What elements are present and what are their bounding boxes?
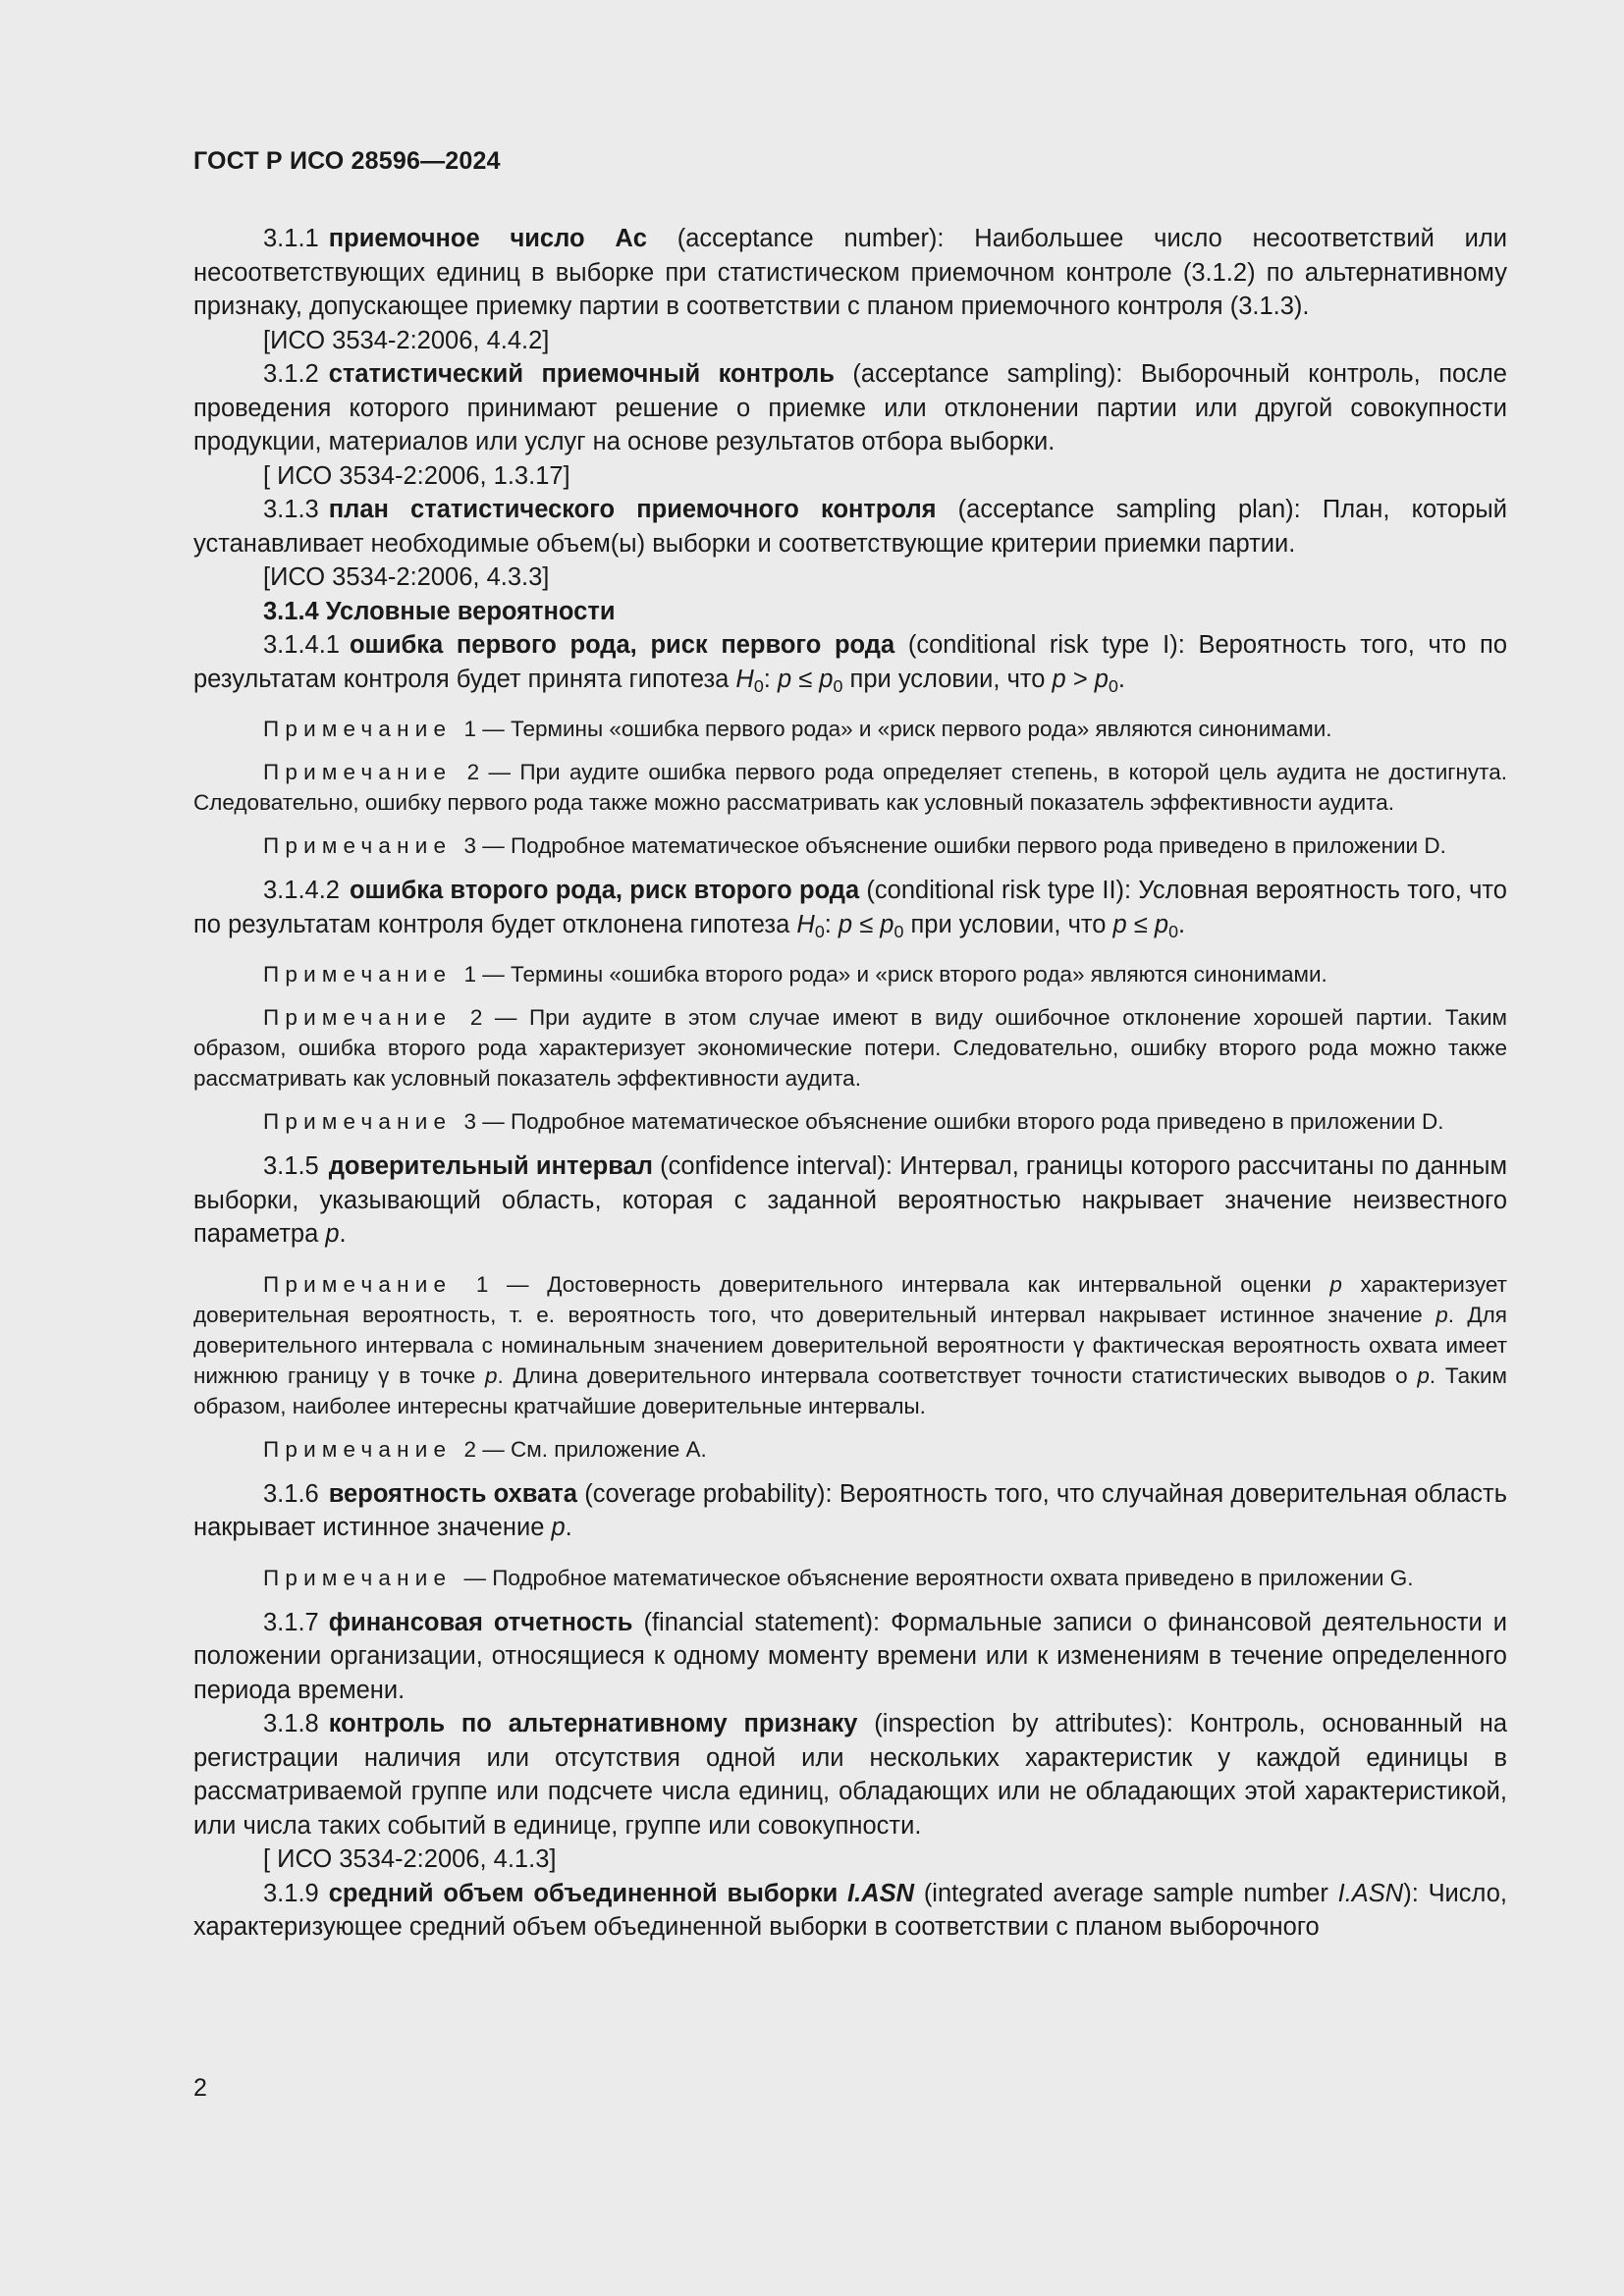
term: план статистического приемочного контроля (328, 496, 937, 523)
definition-3-1-5: 3.1.5 доверительный интервал (confidence interval): Интервал, границы которого рассчитаны по данным выборки, указывающий область, которая с заданной вероятностью накрывает значение неизвестного параметра p. (193, 1152, 1507, 1248)
definition-3-1-4-2: 3.1.4.2 ошибка второго рода, риск второго рода (conditional risk type II): Условная вероятность того, что по результатам контроля будет отклонена гипотеза $H_0$: $p \le p_0$ при условии, что $p \le p_0$. (193, 877, 1507, 941)
term: ошибка первого рода, риск первого рода (349, 631, 895, 659)
term: средний объем объединенной выборки (328, 1879, 848, 1907)
term: приемочное число Ac (328, 225, 647, 252)
note: Примечание 2 — См. приложение A. (263, 1436, 707, 1462)
page-number: 2 (193, 2074, 207, 2102)
note: Примечание 2 — При аудите в этом случае имеют в виду ошибочное отклонение хорошей партии. Таким образом, ошибка второго рода характеризует экономические потери. Следовательно, ошибку второго рода можно также рассматривать как условный показатель эффективности аудита. (193, 1005, 1507, 1091)
standard-header: ГОСТ Р ИСО 28596—2024 (193, 147, 501, 175)
reference: [ИСО 3534-2:2006, 4.3.3] (263, 563, 550, 591)
definition-3-1-8: 3.1.8 контроль по альтернативному признаку (inspection by attributes): Контроль, основанный на регистрации наличия или отсутствия одной или нескольких характеристик у каждой единицы в рассматриваемой группе или подсчете числа единиц, обладающих или не обладающих этой характеристикой, или числа таких событий в единице, группе или совокупности. (193, 1710, 1507, 1840)
note: Примечание 3 — Подробное математическое объяснение ошибки первого рода приведено в приложении D. (263, 833, 1446, 858)
term-abbreviation: I.ASN (847, 1879, 915, 1907)
note: Примечание — Подробное математическое объяснение вероятности охвата приведено в приложении G. (263, 1565, 1414, 1590)
term: контроль по альтернативному признаку (328, 1710, 858, 1737)
term: финансовая отчетность (328, 1608, 633, 1636)
note: Примечание 2 — При аудите ошибка первого рода определяет степень, в которой цель аудита не достигнута. Следовательно, ошибку первого рода также можно рассматривать как условный показатель эффективности аудита. (193, 760, 1507, 815)
reference: [ ИСО 3534-2:2006, 1.3.17] (263, 461, 570, 490)
note: Примечание 1 — Достоверность доверительного интервала как интервальной оценки p характеризует доверительная вероятность, т. е. вероятность того, что доверительный интервал накрывает истинное значение p. Для доверительного интервала с номинальным значением доверительной вероятности γ фактическая вероятность охвата имеет нижнюю границу γ в точке p. Длина доверительного интервала соответствует точности статистических выводов о p. Таким образом, наиболее интересны кратчайшие доверительные интервалы. (193, 1271, 1508, 1418)
section-heading-3-1-4: 3.1.4 Условные вероятности (263, 597, 616, 625)
note: Примечание 1 — Термины «ошибка первого рода» и «риск первого рода» являются синонимами. (263, 717, 1332, 741)
term: статистический приемочный контроль (328, 360, 835, 388)
definition-3-1-3: 3.1.3 план статистического приемочного контроля (acceptance sampling plan): План, который устанавливает необходимые объем(ы) выборки и соответствующие критерии приемки партии. (193, 496, 1507, 558)
definition-3-1-6: 3.1.6 вероятность охвата (coverage probability): Вероятность того, что случайная доверительная область накрывает истинное значение p. (193, 1479, 1507, 1541)
definition-3-1-9: 3.1.9 средний объем объединенной выборки I.ASN (integrated average sample number I.ASN): Число, характеризующее средний объем объединенной выборки в соответствии с планом выборочного (193, 1879, 1507, 1941)
definition-3-1-7: 3.1.7 финансовая отчетность (financial statement): Формальные записи о финансовой деятельности и положении организации, относящиеся к одному моменту времени или к изменениям в течение определенного периода времени. (193, 1608, 1507, 1704)
term: ошибка второго рода, риск второго рода (349, 877, 860, 904)
reference: [ИСО 3534-2:2006, 4.4.2] (263, 326, 550, 354)
definition-3-1-4-1: 3.1.4.1 ошибка первого рода, риск первого рода (conditional risk type I): Вероятность того, что по результатам контроля будет принята гипотеза $H_0$: $p \le p_0$ при условии, что $p > p_0$. (193, 631, 1507, 696)
reference: [ ИСО 3534-2:2006, 4.1.3] (263, 1845, 557, 1873)
definition-3-1-1: 3.1.1 приемочное число Ac (acceptance number): Наибольшее число несоответствий или несоответствующих единиц в выборке при статистическом приемочном контроле (3.1.2) по альтернативному признаку, допускающее приемку партии в соответствии с планом приемочного контроля (3.1.3). (193, 225, 1507, 320)
term: вероятность охвата (328, 1479, 577, 1508)
page-content (193, 222, 1507, 1945)
note: Примечание 1 — Термины «ошибка второго рода» и «риск второго рода» являются синонимами. (263, 962, 1327, 987)
term: доверительный интервал (328, 1152, 653, 1180)
definition-3-1-2: 3.1.2 статистический приемочный контроль (acceptance sampling): Выборочный контроль, после проведения которого принимают решение о приемке или отклонении партии или другой совокупности продукции, материалов или услуг на основе результатов отбора выборки. (193, 360, 1507, 455)
note: Примечание 3 — Подробное математическое объяснение ошибки второго рода приведено в приложении D. (263, 1109, 1444, 1134)
